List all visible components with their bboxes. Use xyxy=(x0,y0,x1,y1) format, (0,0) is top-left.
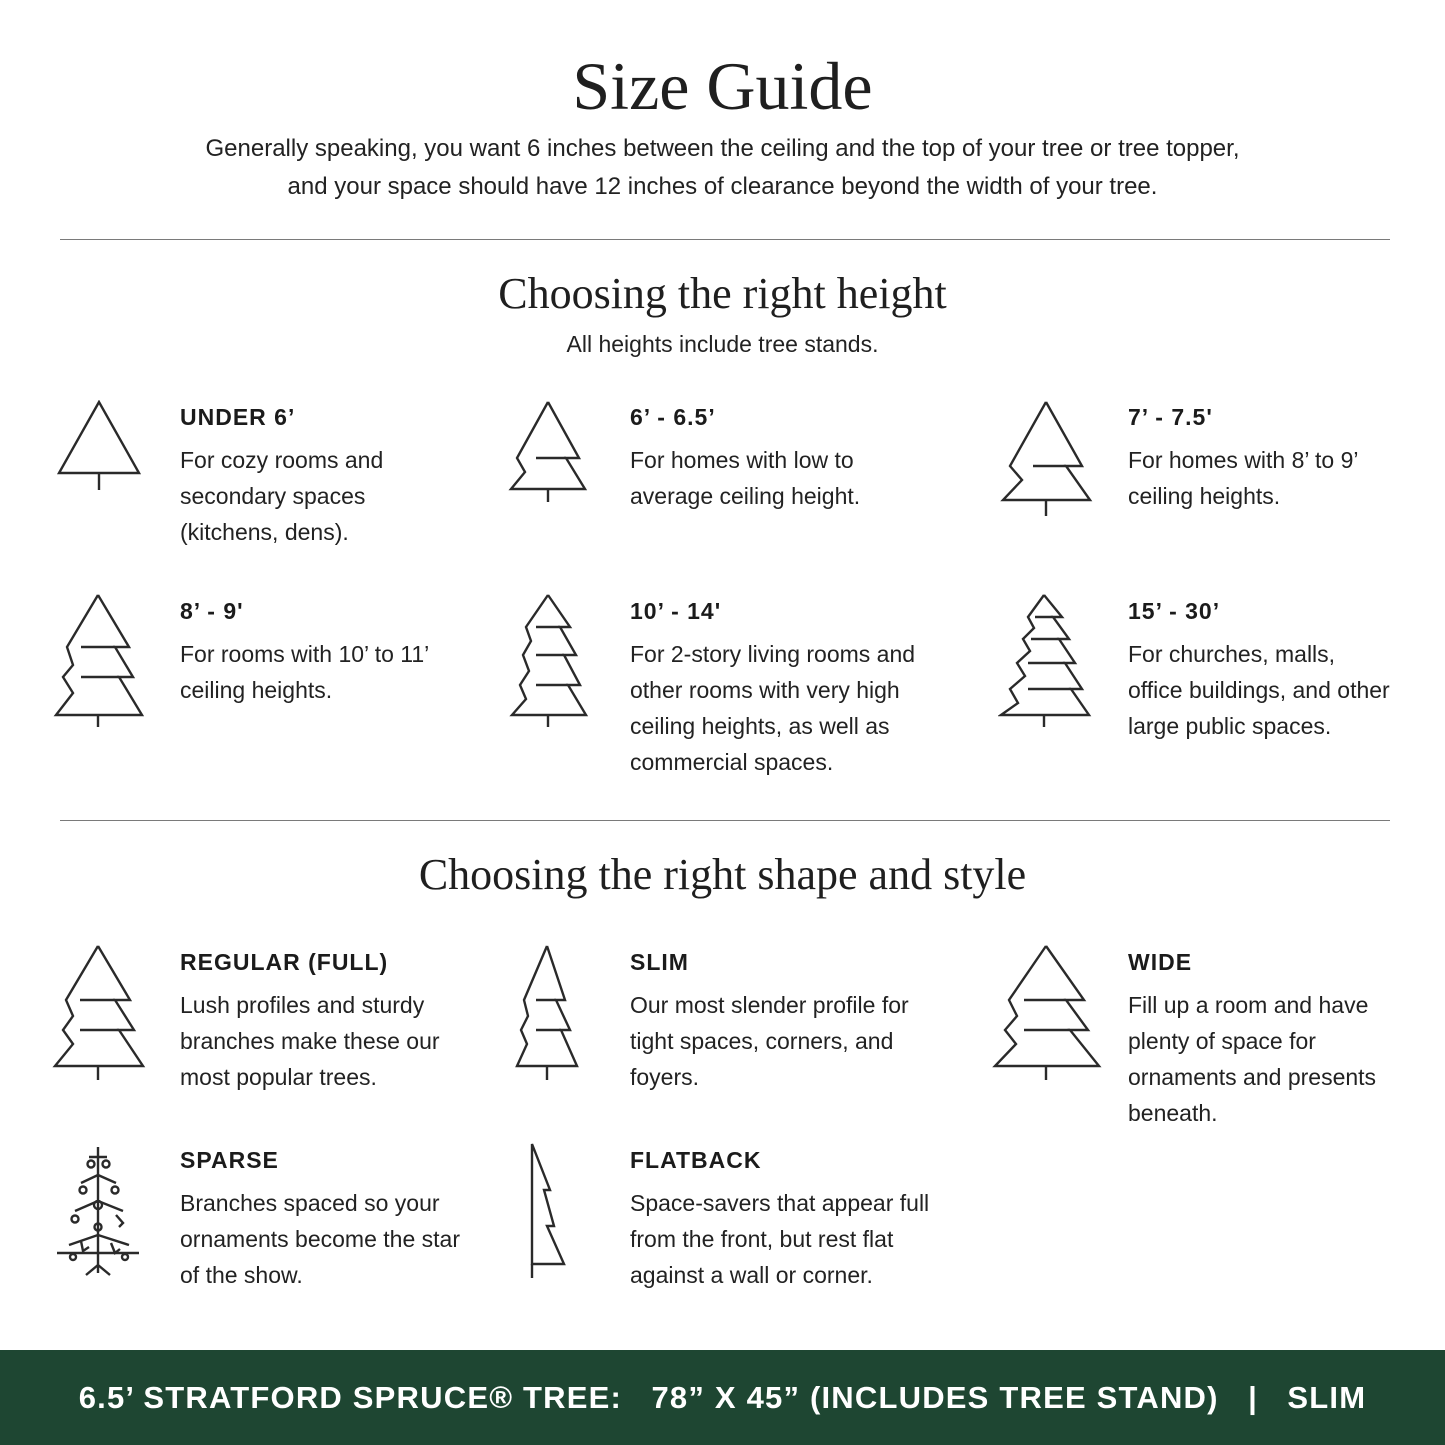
shape-item-title: SLIM xyxy=(630,949,689,975)
height-item-6-6-5 xyxy=(630,402,920,514)
shape-item-desc: Our most slender profile for tight spaces, corners, and foyers. xyxy=(630,992,909,1090)
shape-item-flatback xyxy=(630,1145,950,1293)
height-item-title: 8’ - 9' xyxy=(180,598,244,624)
shape-item-desc: Lush profiles and sturdy branches make these our most popular trees. xyxy=(180,992,440,1090)
height-item-desc: For churches, malls, office buildings, and other large public spaces. xyxy=(1128,641,1390,739)
height-item-title: 6’ - 6.5’ xyxy=(630,404,716,430)
height-item-desc: For homes with low to average ceiling height. xyxy=(630,447,861,509)
height-item-title: UNDER 6’ xyxy=(180,404,296,430)
shape-item-title: WIDE xyxy=(1128,949,1193,975)
height-item-10-14 xyxy=(630,596,920,780)
height-section-subheading: All heights include tree stands. xyxy=(566,331,879,357)
shape-item-wide xyxy=(1128,947,1408,1131)
tree-2-tier-large-icon xyxy=(1000,400,1094,518)
tree-5-tier-icon xyxy=(998,593,1092,729)
shape-item-title: FLATBACK xyxy=(630,1147,762,1173)
shape-item-title: REGULAR (FULL) xyxy=(180,949,389,975)
height-item-desc: For cozy rooms and secondary spaces (kitchens, dens). xyxy=(180,447,384,545)
product-banner-text: 6.5’ STRATFORD SPRUCE® TREE: 78” X 45” (INCLUDES TREE STAND) | SLIM xyxy=(78,1380,1367,1415)
height-item-desc: For rooms with 10’ to 11’ ceiling heights. xyxy=(180,641,429,703)
height-item-title: 7’ - 7.5' xyxy=(1128,404,1213,430)
tree-2-tier-icon xyxy=(508,400,588,504)
sparse-tree-icon xyxy=(53,1143,143,1277)
shape-item-regular xyxy=(180,947,470,1095)
shape-item-desc: Space-savers that appear full from the front, but rest flat against a wall or corner. xyxy=(630,1190,930,1288)
height-item-title: 10’ - 14' xyxy=(630,598,722,624)
shape-section-heading: Choosing the right shape and style xyxy=(418,850,1027,899)
tree-4-tier-icon xyxy=(509,593,589,729)
shape-item-sparse xyxy=(180,1145,470,1293)
height-item-15-30 xyxy=(1128,596,1393,744)
shape-item-slim xyxy=(630,947,920,1095)
height-item-7-7-5 xyxy=(1128,402,1393,514)
page-title: Size Guide xyxy=(572,48,873,124)
height-item-8-9 xyxy=(180,596,470,708)
flatback-tree-icon xyxy=(528,1142,568,1280)
intro-text: Generally speaking, you want 6 inches between the ceiling and the top of your tree or tree topper, and your space should have 12 inches of clearance beyond the width of your tree. xyxy=(205,135,1240,200)
height-item-title: 15’ - 30’ xyxy=(1128,598,1221,624)
tree-3-tier-icon xyxy=(53,593,145,729)
wide-tree-icon xyxy=(992,944,1102,1082)
height-item-under-6 xyxy=(180,402,470,550)
height-item-desc: For 2-story living rooms and other rooms with very high ceiling heights, as well as commercial spaces. xyxy=(630,641,916,775)
regular-tree-icon xyxy=(52,944,146,1082)
shape-item-title: SPARSE xyxy=(180,1147,279,1173)
divider xyxy=(60,239,1390,240)
tree-1-tier-icon xyxy=(56,400,142,492)
shape-item-desc: Branches spaced so your ornaments become the star of the show. xyxy=(180,1190,460,1288)
height-section-heading: Choosing the right height xyxy=(498,269,947,318)
slim-tree-icon xyxy=(514,944,580,1082)
height-item-desc: For homes with 8’ to 9’ ceiling heights. xyxy=(1128,447,1358,509)
product-banner xyxy=(0,1350,1445,1445)
shape-item-desc: Fill up a room and have plenty of space for ornaments and presents beneath. xyxy=(1128,992,1377,1126)
divider xyxy=(60,820,1390,821)
